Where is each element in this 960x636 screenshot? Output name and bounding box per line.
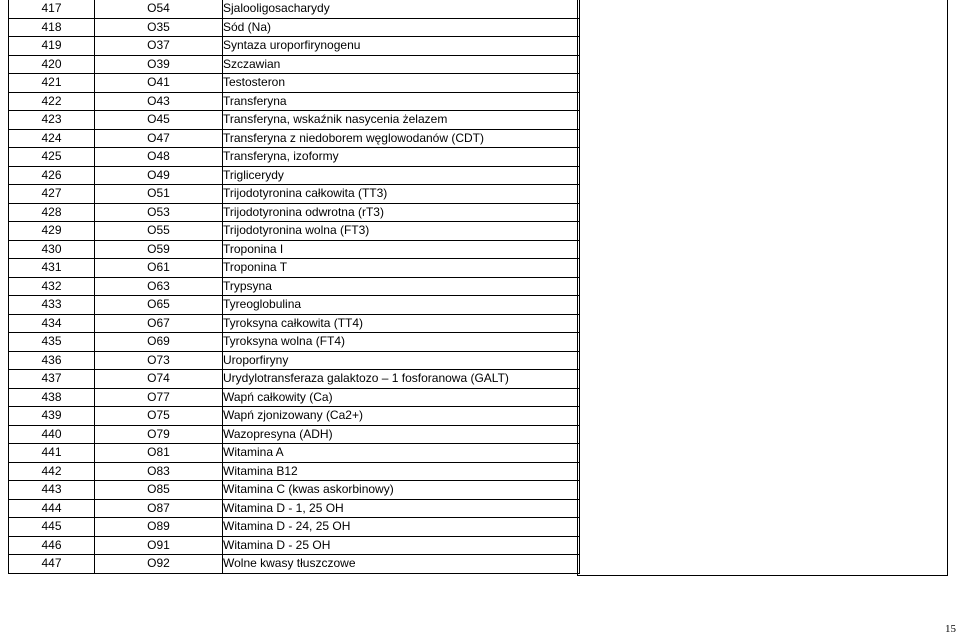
- test-code: O67: [95, 314, 223, 333]
- table-row: [9, 351, 580, 370]
- test-code: O92: [95, 555, 223, 574]
- table-row: [9, 555, 580, 574]
- test-code: O41: [95, 74, 223, 93]
- table-row: [9, 536, 580, 555]
- test-code: O73: [95, 351, 223, 370]
- table-row: [9, 407, 580, 426]
- row-number: 417: [9, 0, 95, 18]
- row-number: 430: [9, 240, 95, 259]
- test-name: Wolne kwasy tłuszczowe: [223, 555, 580, 574]
- row-number: 429: [9, 222, 95, 241]
- test-code: O87: [95, 499, 223, 518]
- test-code: O65: [95, 296, 223, 315]
- table-row: [9, 277, 580, 296]
- row-number: 440: [9, 425, 95, 444]
- table-row: [9, 111, 580, 130]
- table-row: [9, 74, 580, 93]
- page-number: 15: [945, 623, 956, 635]
- test-name: Szczawian: [223, 55, 580, 74]
- table-row: [9, 296, 580, 315]
- test-name: Trijodotyronina całkowita (TT3): [223, 185, 580, 204]
- test-code: O54: [95, 0, 223, 18]
- row-number: 427: [9, 185, 95, 204]
- lab-test-codes-table: [8, 0, 580, 574]
- test-code: O37: [95, 37, 223, 56]
- test-name: Tyroksyna całkowita (TT4): [223, 314, 580, 333]
- table-row: [9, 203, 580, 222]
- test-name: Uroporfiryny: [223, 351, 580, 370]
- test-name: Wapń zjonizowany (Ca2+): [223, 407, 580, 426]
- test-name: Transferyna, wskaźnik nasycenia żelazem: [223, 111, 580, 130]
- table-row: [9, 259, 580, 278]
- test-name: Witamina D - 25 OH: [223, 536, 580, 555]
- table-row: [9, 425, 580, 444]
- table-row: [9, 518, 580, 537]
- table-row: [9, 388, 580, 407]
- row-number: 425: [9, 148, 95, 167]
- test-code: O51: [95, 185, 223, 204]
- row-number: 432: [9, 277, 95, 296]
- test-name: Wapń całkowity (Ca): [223, 388, 580, 407]
- test-code: O75: [95, 407, 223, 426]
- test-name: Troponina T: [223, 259, 580, 278]
- test-name: Transferyna, izoformy: [223, 148, 580, 167]
- row-number: 438: [9, 388, 95, 407]
- test-name: Syntaza uroporfirynogenu: [223, 37, 580, 56]
- test-name: Transferyna: [223, 92, 580, 111]
- row-number: 444: [9, 499, 95, 518]
- test-code: O47: [95, 129, 223, 148]
- test-code: O35: [95, 18, 223, 37]
- row-number: 441: [9, 444, 95, 463]
- table-row: [9, 462, 580, 481]
- test-code: O43: [95, 92, 223, 111]
- test-code: O59: [95, 240, 223, 259]
- test-name: Witamina D - 24, 25 OH: [223, 518, 580, 537]
- row-number: 435: [9, 333, 95, 352]
- test-code: O91: [95, 536, 223, 555]
- test-name: Sjalooligosacharydy: [223, 0, 580, 18]
- table-row: [9, 129, 580, 148]
- table-body: [9, 0, 580, 573]
- test-code: O69: [95, 333, 223, 352]
- test-name: Urydylotransferaza galaktozo – 1 fosforanowa (GALT): [223, 370, 580, 389]
- row-number: 447: [9, 555, 95, 574]
- row-number: 439: [9, 407, 95, 426]
- test-name: Sód (Na): [223, 18, 580, 37]
- table-row: [9, 185, 580, 204]
- table-row: [9, 314, 580, 333]
- row-number: 420: [9, 55, 95, 74]
- row-number: 446: [9, 536, 95, 555]
- row-number: 418: [9, 18, 95, 37]
- test-name: Testosteron: [223, 74, 580, 93]
- test-name: Transferyna z niedoborem węglowodanów (CDT): [223, 129, 580, 148]
- test-name: Trijodotyronina wolna (FT3): [223, 222, 580, 241]
- row-number: 436: [9, 351, 95, 370]
- row-number: 421: [9, 74, 95, 93]
- row-number: 424: [9, 129, 95, 148]
- table-row: [9, 37, 580, 56]
- table-row: [9, 148, 580, 167]
- test-name: Troponina I: [223, 240, 580, 259]
- table-row: [9, 92, 580, 111]
- row-number: 423: [9, 111, 95, 130]
- table-row: [9, 55, 580, 74]
- table-row: [9, 481, 580, 500]
- row-number: 433: [9, 296, 95, 315]
- row-number: 442: [9, 462, 95, 481]
- row-number: 437: [9, 370, 95, 389]
- test-code: O77: [95, 388, 223, 407]
- table-row: [9, 370, 580, 389]
- test-name: Triglicerydy: [223, 166, 580, 185]
- test-code: O39: [95, 55, 223, 74]
- right-empty-cell: [577, 0, 948, 576]
- row-number: 445: [9, 518, 95, 537]
- table-row: [9, 222, 580, 241]
- row-number: 422: [9, 92, 95, 111]
- test-code: O63: [95, 277, 223, 296]
- table-row: [9, 240, 580, 259]
- test-name: Wazopresyna (ADH): [223, 425, 580, 444]
- test-name: Witamina C (kwas askorbinowy): [223, 481, 580, 500]
- table-row: [9, 0, 580, 18]
- table-row: [9, 333, 580, 352]
- row-number: 426: [9, 166, 95, 185]
- test-code: O61: [95, 259, 223, 278]
- test-code: O89: [95, 518, 223, 537]
- test-code: O79: [95, 425, 223, 444]
- table-row: [9, 499, 580, 518]
- test-name: Witamina D - 1, 25 OH: [223, 499, 580, 518]
- test-code: O53: [95, 203, 223, 222]
- test-code: O49: [95, 166, 223, 185]
- test-name: Tyroksyna wolna (FT4): [223, 333, 580, 352]
- test-code: O48: [95, 148, 223, 167]
- test-code: O55: [95, 222, 223, 241]
- row-number: 419: [9, 37, 95, 56]
- test-name: Trypsyna: [223, 277, 580, 296]
- row-number: 434: [9, 314, 95, 333]
- test-name: Witamina A: [223, 444, 580, 463]
- test-code: O83: [95, 462, 223, 481]
- table-row: [9, 166, 580, 185]
- test-name: Trijodotyronina odwrotna (rT3): [223, 203, 580, 222]
- test-code: O85: [95, 481, 223, 500]
- row-number: 431: [9, 259, 95, 278]
- row-number: 428: [9, 203, 95, 222]
- test-name: Tyreoglobulina: [223, 296, 580, 315]
- table-row: [9, 18, 580, 37]
- test-code: O74: [95, 370, 223, 389]
- table-row: [9, 444, 580, 463]
- test-code: O81: [95, 444, 223, 463]
- test-name: Witamina B12: [223, 462, 580, 481]
- test-code: O45: [95, 111, 223, 130]
- row-number: 443: [9, 481, 95, 500]
